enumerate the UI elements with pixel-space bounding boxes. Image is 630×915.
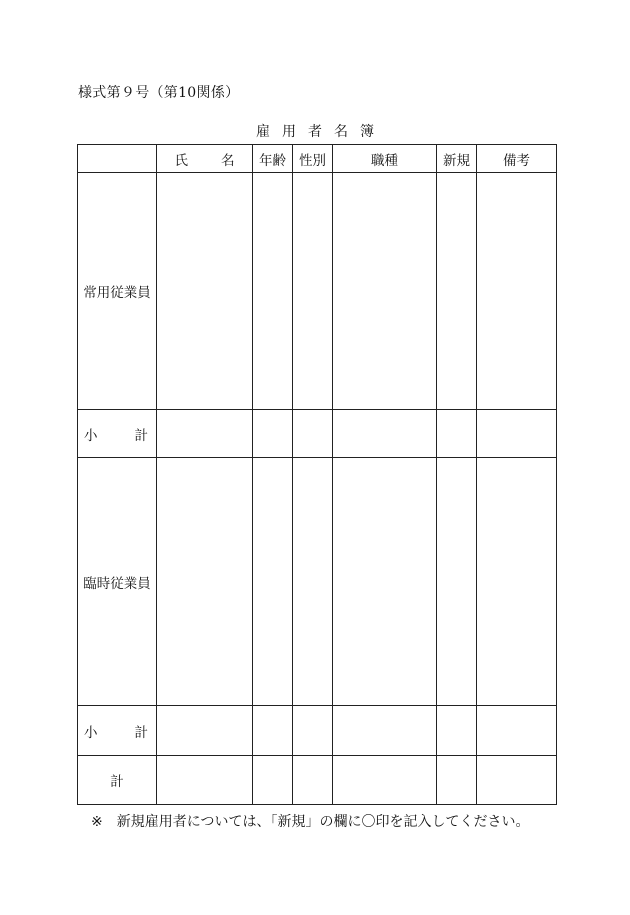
regular-subtotal-age-cell[interactable] bbox=[253, 410, 293, 458]
temporary-remarks-cell[interactable] bbox=[477, 458, 557, 706]
header-age: 年齢 bbox=[253, 145, 293, 173]
total-occupation-cell[interactable] bbox=[333, 756, 437, 805]
total-sex-cell[interactable] bbox=[293, 756, 333, 805]
footnote bbox=[91, 811, 529, 831]
regular-employees-label: 常用従業員 bbox=[78, 173, 157, 410]
regular-employees-row bbox=[78, 173, 557, 410]
regular-sex-cell[interactable] bbox=[293, 173, 333, 410]
temporary-name-cell[interactable] bbox=[157, 458, 253, 706]
total-new-cell[interactable] bbox=[437, 756, 477, 805]
form-number: 様式第９号（第10関係） bbox=[78, 85, 240, 101]
header-occupation: 職種 bbox=[333, 145, 437, 173]
header-remarks: 備考 bbox=[477, 145, 557, 173]
header-name bbox=[157, 145, 253, 173]
total-age-cell[interactable] bbox=[253, 756, 293, 805]
temporary-age-cell[interactable] bbox=[253, 458, 293, 706]
footnote-text: 新規雇用者については、「新規」の欄に〇印を記入してください。 bbox=[116, 814, 530, 830]
subtotal-small-char: 小 bbox=[84, 724, 98, 741]
reference-mark: ※ bbox=[91, 814, 103, 830]
total-remarks-cell[interactable] bbox=[477, 756, 557, 805]
grand-total-row bbox=[78, 756, 557, 805]
regular-new-cell[interactable] bbox=[437, 173, 477, 410]
regular-subtotal-sex-cell[interactable] bbox=[293, 410, 333, 458]
regular-age-cell[interactable] bbox=[253, 173, 293, 410]
temporary-subtotal-row bbox=[78, 706, 557, 756]
header-new: 新規 bbox=[437, 145, 477, 173]
regular-subtotal-row bbox=[78, 410, 557, 458]
subtotal-small-char: 小 bbox=[84, 427, 98, 444]
total-name-cell[interactable] bbox=[157, 756, 253, 805]
regular-name-cell[interactable] bbox=[157, 173, 253, 410]
temporary-subtotal-new-cell[interactable] bbox=[437, 706, 477, 756]
subtotal-total-char: 計 bbox=[134, 427, 148, 444]
temporary-sex-cell[interactable] bbox=[293, 458, 333, 706]
header-row bbox=[78, 145, 557, 173]
temporary-subtotal-remarks-cell[interactable] bbox=[477, 706, 557, 756]
header-sex: 性別 bbox=[293, 145, 333, 173]
temporary-occupation-cell[interactable] bbox=[333, 458, 437, 706]
temporary-employees-label: 臨時従業員 bbox=[78, 458, 157, 706]
temporary-subtotal-label bbox=[78, 706, 157, 756]
header-name-given: 名 bbox=[221, 152, 235, 169]
temporary-subtotal-occupation-cell[interactable] bbox=[333, 706, 437, 756]
regular-subtotal-name-cell[interactable] bbox=[157, 410, 253, 458]
employee-register-table bbox=[77, 144, 557, 805]
header-name-family: 氏 bbox=[174, 152, 203, 169]
temporary-new-cell[interactable] bbox=[437, 458, 477, 706]
regular-subtotal-occupation-cell[interactable] bbox=[333, 410, 437, 458]
header-category bbox=[78, 145, 157, 173]
regular-occupation-cell[interactable] bbox=[333, 173, 437, 410]
document-title: 雇用者名簿 bbox=[256, 124, 386, 140]
regular-subtotal-new-cell[interactable] bbox=[437, 410, 477, 458]
grand-total-label: 計 bbox=[78, 756, 157, 805]
regular-subtotal-remarks-cell[interactable] bbox=[477, 410, 557, 458]
regular-remarks-cell[interactable] bbox=[477, 173, 557, 410]
subtotal-total-char: 計 bbox=[134, 724, 148, 741]
temporary-subtotal-name-cell[interactable] bbox=[157, 706, 253, 756]
temporary-subtotal-age-cell[interactable] bbox=[253, 706, 293, 756]
temporary-subtotal-sex-cell[interactable] bbox=[293, 706, 333, 756]
regular-subtotal-label bbox=[78, 410, 157, 458]
temporary-employees-row bbox=[78, 458, 557, 706]
